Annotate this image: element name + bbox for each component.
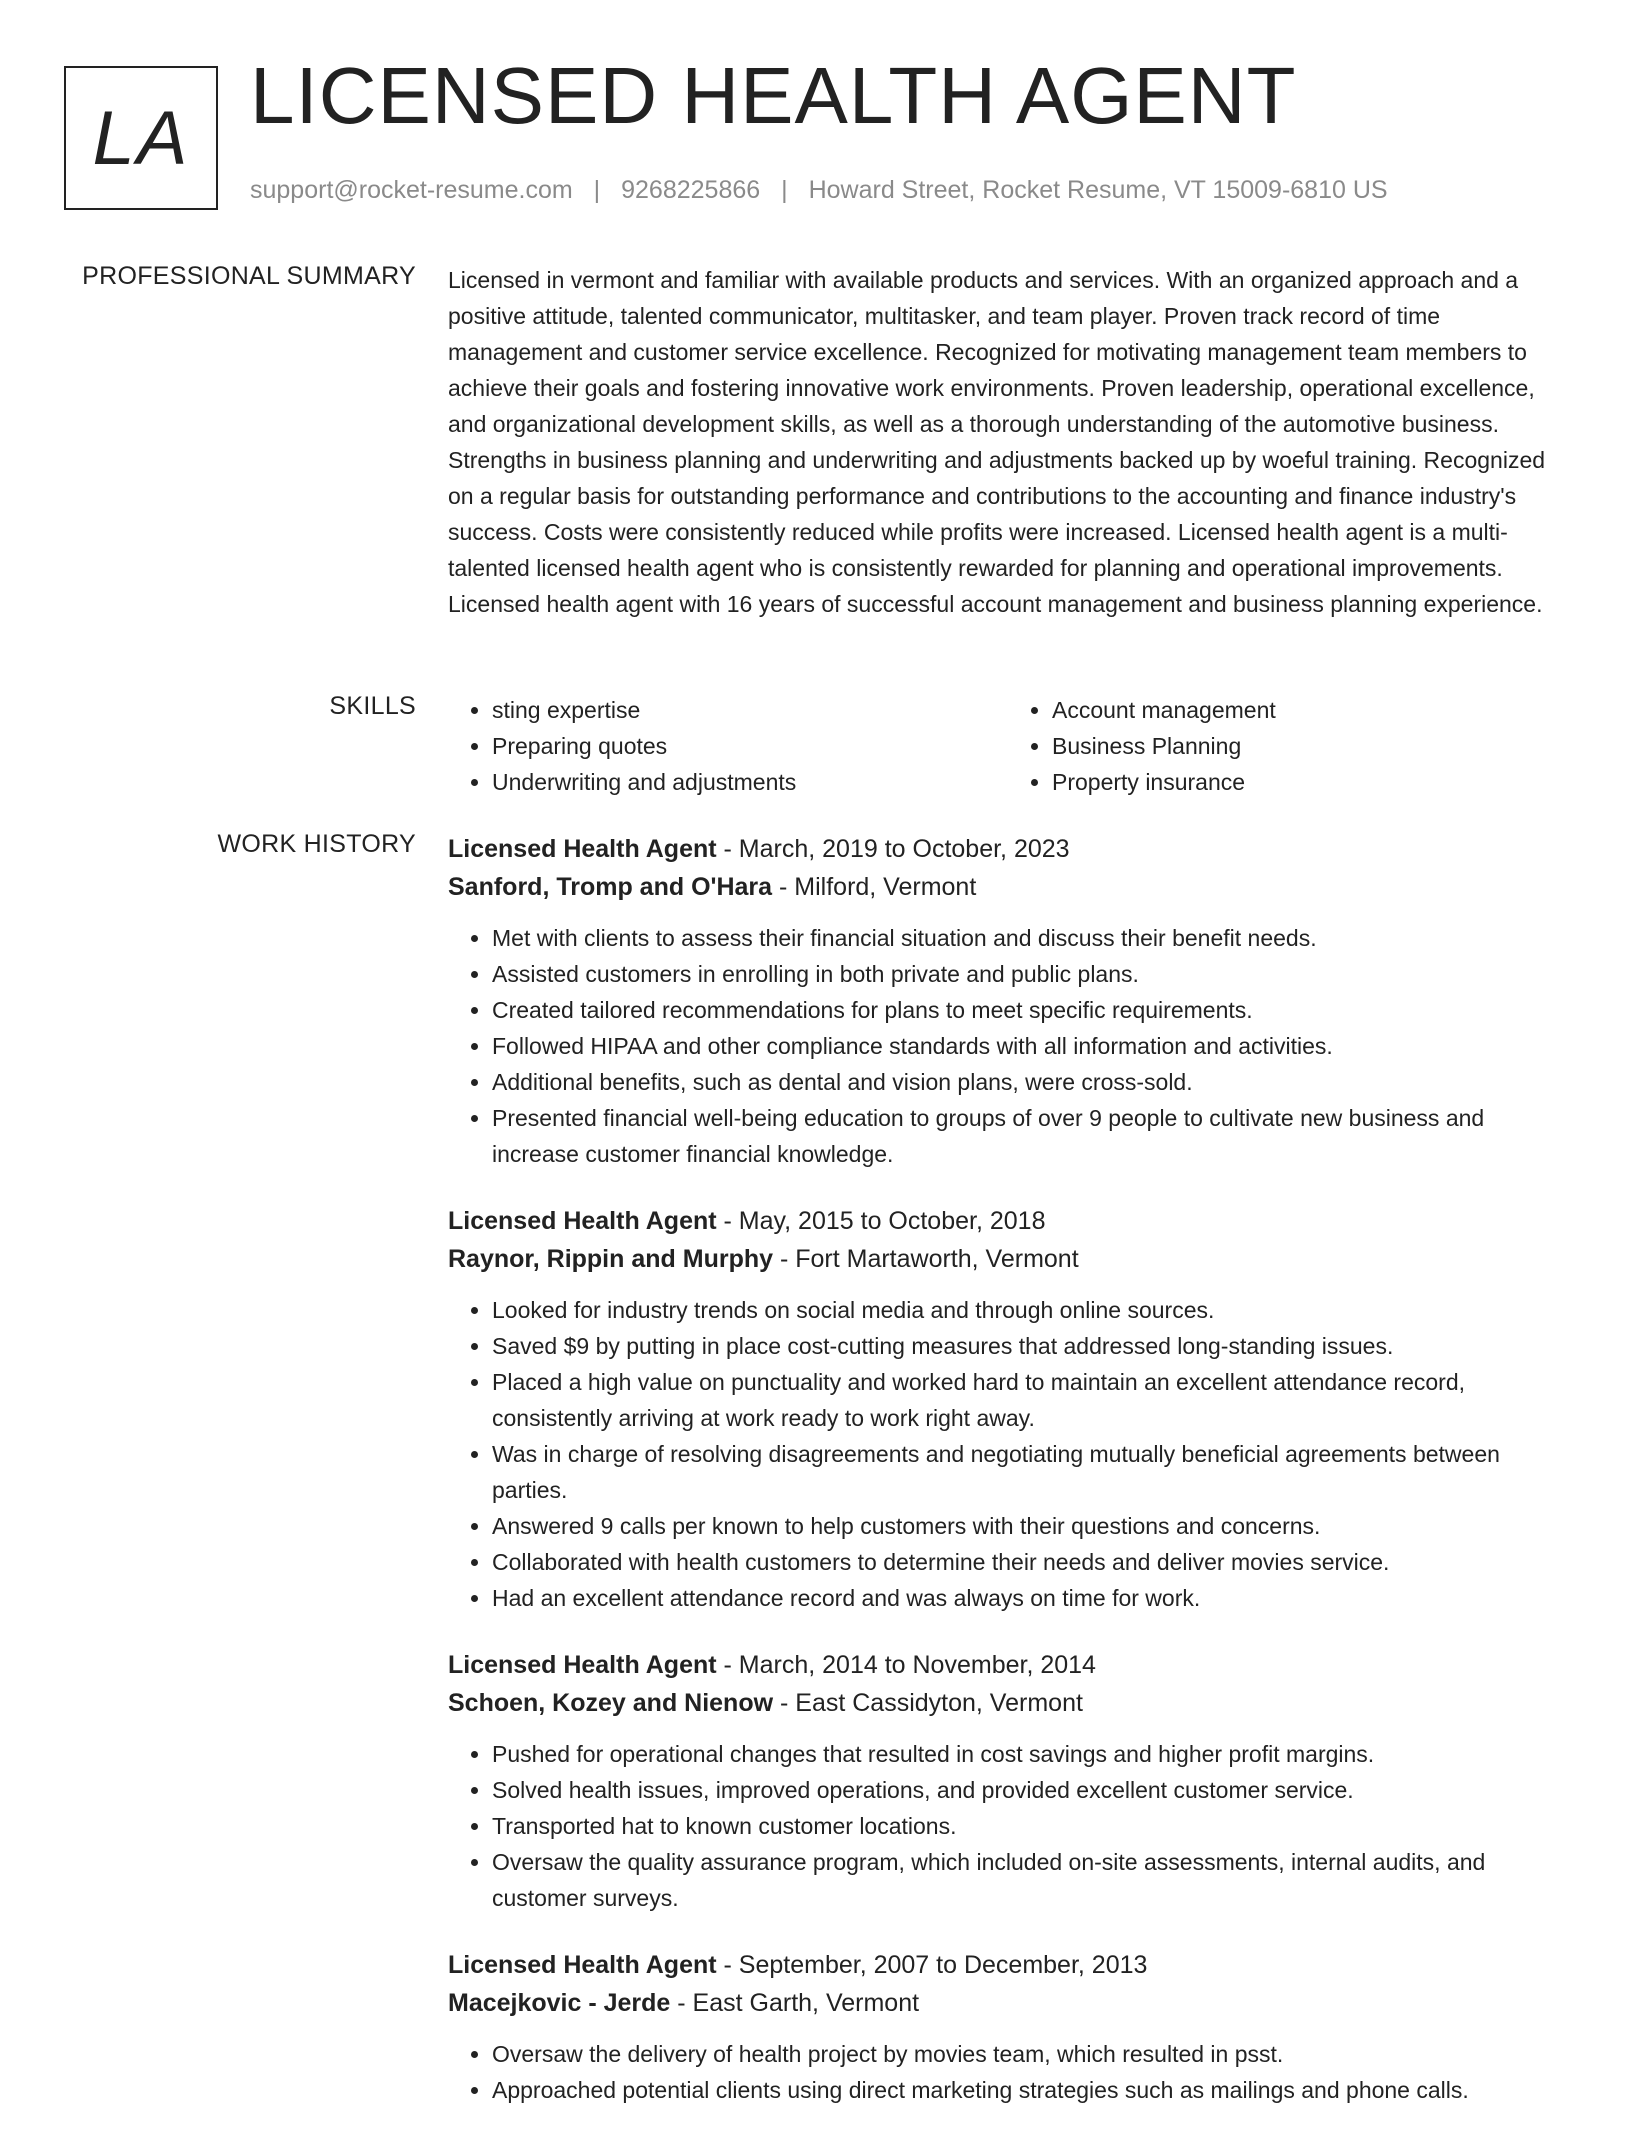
job-bullet: • Additional benefits, such as dental and vision plans, were cross-sold. — [492, 1064, 1568, 1100]
job-bullet: • Looked for industry trends on social media and through online sources. — [492, 1292, 1568, 1328]
job-entry — [448, 1202, 1568, 1616]
job-bullets — [448, 1292, 1568, 1616]
skill-item: • sting expertise — [492, 692, 1008, 728]
job-entry — [448, 1946, 1568, 2108]
job-bullet: • Pushed for operational changes that resulted in cost savings and higher profit margins. — [492, 1736, 1568, 1772]
job-title: Licensed Health Agent — [448, 835, 717, 863]
job-dates: - May, 2015 to October, 2018 — [716, 1207, 1046, 1235]
job-employer-line — [448, 1684, 1568, 1722]
job-location: - East Garth, Vermont — [670, 1989, 920, 2017]
skills-body — [448, 692, 1568, 800]
contact-line — [250, 176, 1388, 205]
job-title-line — [448, 1946, 1568, 1984]
job-bullet: • Saved $9 by putting in place cost-cutting measures that addressed long-standing issues. — [492, 1328, 1568, 1364]
job-bullet: • Answered 9 calls per known to help customers with their questions and concerns. — [492, 1508, 1568, 1544]
job-title-line — [448, 1646, 1568, 1684]
job-entry — [448, 830, 1568, 1172]
contact-separator: | — [593, 176, 601, 204]
skill-item: • Underwriting and adjustments — [492, 764, 1008, 800]
job-location: - Fort Martaworth, Vermont — [773, 1245, 1079, 1273]
contact-phone[interactable]: 9268225866 — [621, 176, 761, 204]
job-location: - Milford, Vermont — [772, 873, 977, 901]
job-bullets — [448, 2036, 1568, 2108]
job-bullet: • Had an excellent attendance record and was always on time for work. — [492, 1580, 1568, 1616]
work-history-body — [448, 830, 1568, 2138]
skills-list-right — [1008, 692, 1568, 800]
job-title: Licensed Health Agent — [448, 1951, 717, 1979]
job-bullet: • Created tailored recommendations for plans to meet specific requirements. — [492, 992, 1568, 1028]
job-bullet: • Met with clients to assess their financial situation and discuss their benefit needs. — [492, 920, 1568, 956]
job-employer-line — [448, 1240, 1568, 1278]
monogram-logo: LA — [64, 66, 218, 210]
job-bullet: • Approached potential clients using direct marketing strategies such as mailings and phone calls. — [492, 2072, 1568, 2108]
job-employer: Sanford, Tromp and O'Hara — [448, 873, 773, 901]
candidate-name: LICENSED HEALTH AGENT — [250, 51, 1297, 140]
job-bullet: • Followed HIPAA and other compliance standards with all information and activities. — [492, 1028, 1568, 1064]
job-bullet: • Oversaw the delivery of health project by movies team, which resulted in psst. — [492, 2036, 1568, 2072]
job-bullet: • Transported hat to known customer locations. — [492, 1808, 1568, 1844]
job-title-line — [448, 1202, 1568, 1240]
job-title: Licensed Health Agent — [448, 1651, 717, 1679]
job-location: - East Cassidyton, Vermont — [773, 1689, 1083, 1717]
summary-text: Licensed in vermont and familiar with available products and services. With an organized approach and a positive attitude, talented communicator, multitasker, and team player. Proven track record of time management and customer service excellence. Recognized for motivating management team members to achieve their goals and fostering innovative work environments. Proven leadership, operational excellence, and organizational development skills, as well as a thorough understanding of the automotive business. Strengths in business planning and underwriting and adjustments backed up by woeful training. Recognized on a regular basis for outstanding performance and contributions to the accounting and finance industry's success. Costs were consistently reduced while profits were increased. Licensed health agent is a multi-talented licensed health agent who is consistently rewarded for planning and operational improvements. Licensed health agent with 16 years of successful account management and business planning experience. — [448, 267, 1546, 617]
skills-list-left — [448, 692, 1008, 800]
job-entry — [448, 1646, 1568, 1916]
job-dates: - March, 2019 to October, 2023 — [716, 835, 1070, 863]
job-employer-line — [448, 1984, 1568, 2022]
work-history-heading: WORK HISTORY — [217, 830, 416, 858]
job-dates: - September, 2007 to December, 2013 — [716, 1951, 1148, 1979]
contact-email[interactable]: support@rocket-resume.com — [250, 176, 573, 204]
skill-item: • Preparing quotes — [492, 728, 1008, 764]
contact-separator: | — [781, 176, 788, 204]
job-title-line — [448, 830, 1568, 868]
job-dates: - March, 2014 to November, 2014 — [716, 1651, 1096, 1679]
job-bullet: • Was in charge of resolving disagreements and negotiating mutually beneficial agreements between parties. — [492, 1436, 1568, 1508]
job-employer: Macejkovic - Jerde — [448, 1989, 671, 2017]
job-bullet: • Collaborated with health customers to determine their needs and deliver movies service. — [492, 1544, 1568, 1580]
skill-item: • Property insurance — [1052, 764, 1568, 800]
job-employer-line — [448, 868, 1568, 906]
summary-heading: PROFESSIONAL SUMMARY — [82, 262, 416, 290]
job-bullet: • Placed a high value on punctuality and worked hard to maintain an excellent attendance record, consistently arriving at work ready to work right away. — [492, 1364, 1568, 1436]
job-bullet: • Solved health issues, improved operations, and provided excellent customer service. — [492, 1772, 1568, 1808]
job-bullets — [448, 920, 1568, 1172]
job-title: Licensed Health Agent — [448, 1207, 717, 1235]
job-employer: Raynor, Rippin and Murphy — [448, 1245, 774, 1273]
job-employer: Schoen, Kozey and Nienow — [448, 1689, 774, 1717]
job-bullet: • Assisted customers in enrolling in both private and public plans. — [492, 956, 1568, 992]
job-bullet: • Oversaw the quality assurance program, which included on-site assessments, internal audits, and customer surveys. — [492, 1844, 1568, 1916]
contact-address: Howard Street, Rocket Resume, VT 15009-6810 US — [808, 176, 1388, 204]
skills-heading: SKILLS — [329, 692, 416, 720]
skill-item: • Business Planning — [1052, 728, 1568, 764]
summary-body — [448, 262, 1568, 622]
skill-item: • Account management — [1052, 692, 1568, 728]
job-bullets — [448, 1736, 1568, 1916]
job-bullet: • Presented financial well-being education to groups of over 9 people to cultivate new business and increase customer financial knowledge. — [492, 1100, 1568, 1172]
